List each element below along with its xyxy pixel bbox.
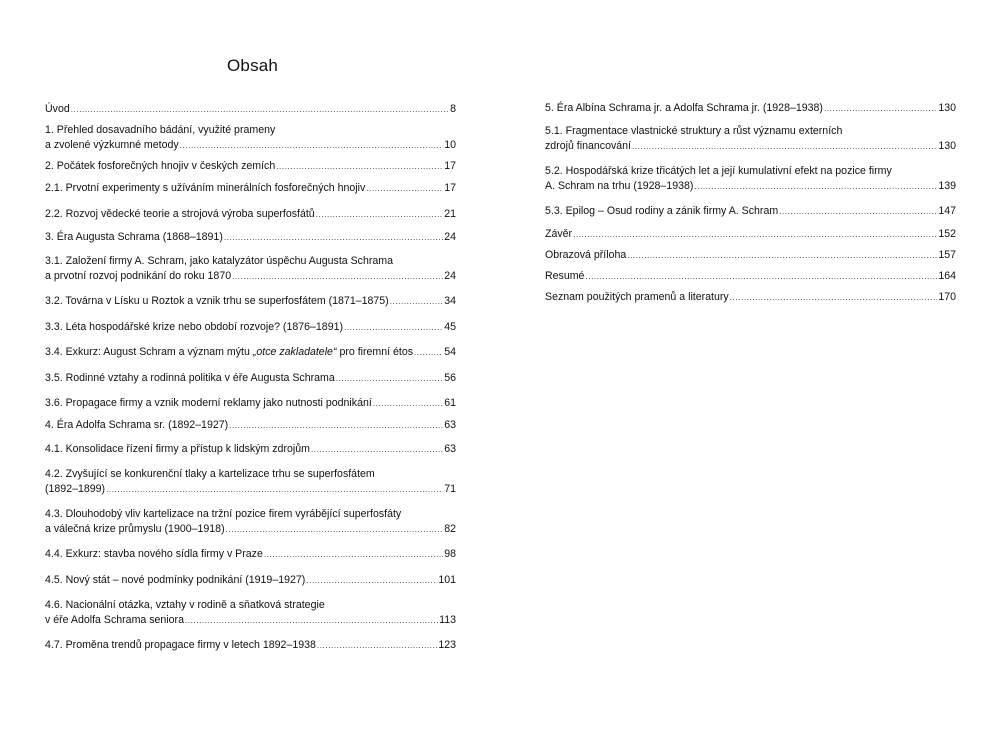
toc-entry-title: 3.3. Léta hospodářské krize nebo období rozvoje? (1876–1891) <box>45 321 344 333</box>
leader-dots <box>311 442 443 457</box>
toc-page-number: 63 <box>444 443 456 455</box>
toc-page-number: 113 <box>439 614 456 626</box>
toc-page-number: 17 <box>444 160 456 172</box>
toc-page-number: 101 <box>438 574 456 586</box>
leader-dots <box>779 204 937 219</box>
toc-page-number: 24 <box>444 270 456 282</box>
toc-page-number: 147 <box>938 205 956 217</box>
toc-page-number: 45 <box>444 321 456 333</box>
toc-entry-title: 1. Přehled dosavadního bádání, využité prameny <box>45 124 276 136</box>
leader-dots <box>694 179 937 194</box>
toc-entry[interactable] <box>545 227 956 242</box>
toc-entry[interactable] <box>45 254 456 284</box>
leader-dots <box>264 547 443 562</box>
toc-entry[interactable] <box>45 467 456 497</box>
toc-entry-title: a válečná krize průmyslu (1900–1918) <box>45 523 225 535</box>
toc-page-number: 34 <box>444 295 456 307</box>
toc-entry-title: 5.2. Hospodářská krize třicátých let a její kumulativní efekt na pozice firmy <box>545 165 892 177</box>
toc-entry-title: 5.1. Fragmentace vlastnické struktury a růst významu externích <box>545 125 843 137</box>
toc-entry[interactable] <box>45 207 456 222</box>
toc-entry-title-end: pro firemní étos <box>339 346 414 358</box>
toc-entry[interactable] <box>45 102 456 117</box>
leader-dots <box>414 345 443 360</box>
toc-entry-title: 2.2. Rozvoj vědecké teorie a strojová výroba superfosfátů <box>45 208 315 220</box>
toc-entry[interactable] <box>45 345 456 360</box>
leader-dots <box>573 227 937 242</box>
toc-entry-title: Seznam použitých pramenů a literatury <box>545 291 729 303</box>
toc-entry-title: Resumé <box>545 270 585 282</box>
toc-entry[interactable] <box>45 294 456 309</box>
toc-page-number: 157 <box>938 249 956 261</box>
leader-dots <box>373 396 443 411</box>
toc-entry[interactable] <box>45 123 456 153</box>
toc-entry[interactable] <box>45 547 456 562</box>
leader-dots <box>180 138 444 153</box>
toc-entry-title: 4.4. Exkurz: stavba nového sídla firmy v Praze <box>45 548 263 560</box>
toc-entry-title: 4.7. Proměna trendů propagace firmy v letech 1892–1938 <box>45 639 316 651</box>
toc-page-number: 10 <box>444 139 456 151</box>
leader-dots <box>585 269 937 284</box>
toc-entry-title: Úvod <box>45 103 70 115</box>
toc-entry-title: v éře Adolfa Schrama seniora <box>45 614 184 626</box>
leader-dots <box>632 139 937 154</box>
toc-entry[interactable] <box>45 507 456 537</box>
leader-dots <box>316 207 444 222</box>
toc-entry-title: 5.3. Epilog – Osud rodiny a zánik firmy A. Schram <box>545 205 779 217</box>
toc-page-number: 123 <box>438 639 456 651</box>
toc-entry-title: 4.6. Nacionální otázka, vztahy v rodině a sňatková strategie <box>45 599 325 611</box>
toc-entry[interactable] <box>545 101 956 116</box>
leader-dots <box>185 613 438 628</box>
toc-entry[interactable] <box>545 290 956 305</box>
leader-dots <box>336 371 443 386</box>
toc-entry-title: Obrazová příloha <box>545 249 627 261</box>
toc-entry-title: 3.1. Založení firmy A. Schram, jako katalyzátor úspěchu Augusta Schrama <box>45 255 393 267</box>
toc-page-number: 61 <box>444 397 456 409</box>
toc-entry[interactable] <box>45 181 456 196</box>
toc-entry[interactable] <box>45 371 456 386</box>
leader-dots <box>730 290 938 305</box>
toc-entry-title: (1892–1899) <box>45 483 106 495</box>
page-title: Obsah <box>227 56 279 75</box>
toc-page-number: 63 <box>444 419 456 431</box>
toc-page-number: 82 <box>444 523 456 535</box>
toc-page-number: 17 <box>444 182 456 194</box>
toc-page-number: 98 <box>444 548 456 560</box>
leader-dots <box>226 522 444 537</box>
leader-dots <box>224 230 443 245</box>
leader-dots <box>366 181 443 196</box>
leader-dots <box>306 573 437 588</box>
toc-entry[interactable] <box>45 573 456 588</box>
toc-entry-title: Závěr <box>545 228 573 240</box>
toc-entry-title: 2.1. Prvotní experimenty s užíváním minerálních fosforečných hnojiv <box>45 182 366 194</box>
toc-page-number: 21 <box>444 208 456 220</box>
toc-entry-italic: „otce zakladatele“ <box>252 346 337 358</box>
toc-entry[interactable] <box>545 124 956 154</box>
toc-page-number: 56 <box>444 372 456 384</box>
leader-dots <box>344 320 443 335</box>
toc-entry-title: 4.2. Zvyšující se konkurenční tlaky a kartelizace trhu se superfosfátem <box>45 468 375 480</box>
leader-dots <box>627 248 937 263</box>
toc-entry-title: A. Schram na trhu (1928–1938) <box>545 180 694 192</box>
leader-dots <box>824 101 937 116</box>
toc-page-number: 152 <box>938 228 956 240</box>
leader-dots <box>276 159 443 174</box>
toc-page-number: 24 <box>444 231 456 243</box>
toc-entry-title: 2. Počátek fosforečných hnojiv v českých zemích <box>45 160 276 172</box>
toc-entry-title: 4.5. Nový stát – nové podmínky podnikání (1919–1927) <box>45 574 306 586</box>
toc-page-number: 164 <box>938 270 956 282</box>
toc-entry[interactable] <box>45 442 456 457</box>
toc-entry-title: a prvotní rozvoj podnikání do roku 1870 <box>45 270 232 282</box>
toc-page-number: 139 <box>938 180 956 192</box>
toc-entry[interactable] <box>45 418 456 433</box>
toc-entry[interactable] <box>545 204 956 219</box>
toc-entry-title: 3.5. Rodinné vztahy a rodinná politika v éře Augusta Schrama <box>45 372 335 384</box>
toc-page-number: 130 <box>938 102 956 114</box>
toc-entry[interactable] <box>45 230 456 245</box>
leader-dots <box>390 294 444 309</box>
toc-entry-title: 4. Éra Adolfa Schrama sr. (1892–1927) <box>45 419 229 431</box>
toc-entry[interactable] <box>45 396 456 411</box>
toc-entry-title: 4.3. Dlouhodobý vliv kartelizace na tržní pozice firem vyrábějící superfosfáty <box>45 508 402 520</box>
toc-entry[interactable] <box>545 164 956 194</box>
toc-entry-title: zdrojů financování <box>545 140 631 152</box>
toc-page-number: 71 <box>444 483 456 495</box>
leader-dots <box>317 638 437 653</box>
toc-entry-title: 3.2. Továrna v Lísku u Roztok a vznik trhu se superfosfátem (1871–1875) <box>45 295 389 307</box>
toc-entry[interactable] <box>45 598 456 628</box>
toc-entry-title: 3.6. Propagace firmy a vznik moderní reklamy jako nutnosti podnikání <box>45 397 372 409</box>
leader-dots <box>106 482 443 497</box>
toc-entry-title: 3.4. Exkurz: August Schram a význam mýtu <box>45 346 250 358</box>
toc-entry-title: a zvolené výzkumné metody <box>45 139 179 151</box>
toc-entry-title: 4.1. Konsolidace řízení firmy a přístup k lidským zdrojům <box>45 443 310 455</box>
toc-entry[interactable] <box>545 269 956 284</box>
leader-dots <box>232 269 443 284</box>
leader-dots <box>229 418 443 433</box>
toc-page-number: 54 <box>444 346 456 358</box>
toc-entry-title: 5. Éra Albína Schrama jr. a Adolfa Schrama jr. (1928–1938) <box>545 102 823 114</box>
toc-page-number: 130 <box>938 140 956 152</box>
toc-page-number: 8 <box>450 103 456 115</box>
toc-entry[interactable] <box>45 159 456 174</box>
toc-entry[interactable] <box>45 320 456 335</box>
toc-entry[interactable] <box>45 638 456 653</box>
toc-page-number: 170 <box>938 291 956 303</box>
toc-entry[interactable] <box>545 248 956 263</box>
toc-entry-title: 3. Éra Augusta Schrama (1868–1891) <box>45 231 223 243</box>
leader-dots <box>71 102 449 117</box>
